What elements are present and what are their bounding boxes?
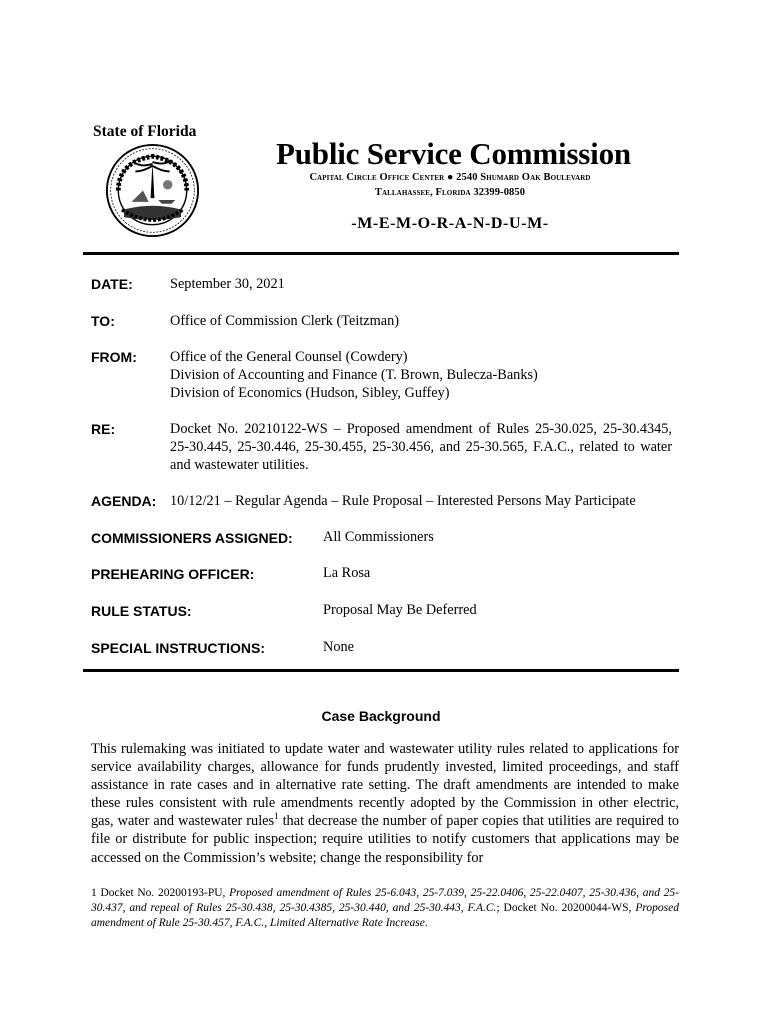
special-instructions-label: SPECIAL INSTRUCTIONS: — [91, 640, 265, 656]
footnote-title-2: Proposed amendment of Rule 25-30.457, F.A.C., Limited Alternative Rate Increase — [91, 902, 679, 929]
page-title: Public Service Commission — [276, 136, 631, 171]
florida-seal-icon — [105, 143, 200, 238]
memorandum-banner: -M-E-M-O-R-A-N-D-U-M- — [351, 215, 549, 232]
re-value: Docket No. 20210122-WS – Proposed amendment of Rules 25-30.025, 25-30.4345, 25-30.445, 25-30.446, 25-30.455, 25-30.456, and 25-30.565, F.A.C., related to water and wastewater utilities. — [170, 421, 672, 473]
date-value: September 30, 2021 — [170, 276, 285, 292]
to-label: TO: — [91, 313, 115, 329]
from-line-1: Office of the General Counsel (Cowdery) — [170, 349, 408, 365]
rule-status-value: Proposal May Be Deferred — [323, 602, 477, 618]
fields-divider — [83, 669, 679, 672]
prehearing-label: PREHEARING OFFICER: — [91, 566, 255, 582]
commissioners-value: All Commissioners — [323, 529, 434, 545]
header-divider — [83, 252, 679, 255]
agenda-value: 10/12/21 – Regular Agenda – Rule Proposal – Interested Persons May Participate — [170, 493, 636, 509]
footnote-number: 1 — [91, 887, 97, 899]
to-value: Office of Commission Clerk (Teitzman) — [170, 313, 400, 329]
footnote-text-c: ; Docket No. 20200044-WS, — [496, 902, 636, 914]
footnote-reference[interactable]: 1 — [274, 811, 279, 822]
footnote-text-e: . — [424, 917, 428, 929]
from-line-3: Division of Economics (Hudson, Sibley, Guffey) — [170, 385, 450, 401]
prehearing-value: La Rosa — [323, 565, 371, 581]
address-line-2: Tallahassee, Florida 32399-0850 — [374, 187, 526, 198]
paragraph-part-1: This rulemaking was initiated to update water and wastewater utility rules related to applications for service availability charges, allowance for funds prudently invested, limited proceedings, and staff assistance in rate cases and in alternative rate setting. The draft amendments are intended to make these rules consistent with rule amendments recently adopted by the Commission in other electric, gas, water and wastewater rules — [91, 741, 679, 830]
commissioners-label: COMMISSIONERS ASSIGNED: — [91, 530, 293, 546]
from-line-2: Division of Accounting and Finance (T. Brown, Bulecza-Banks) — [170, 367, 538, 383]
date-label: DATE: — [91, 276, 133, 292]
section-heading: Case Background — [321, 708, 441, 724]
rule-status-label: RULE STATUS: — [91, 603, 192, 619]
from-label: FROM: — [91, 349, 137, 365]
address-line-1: Capital Circle Office Center ● 2540 Shumard Oak Boulevard — [309, 172, 591, 183]
agenda-label: AGENDA: — [91, 493, 157, 509]
footnote — [91, 886, 679, 931]
special-instructions-value: None — [323, 639, 354, 655]
paragraph-part-2: that decrease the number of paper copies that utilities are required to file or distribute for public inspection; require utilities to notify customers that applications may be accessed on the Commission’s website; change the responsibility for — [91, 813, 679, 866]
footnote-text-a: Docket No. 20200193-PU, — [96, 887, 230, 899]
state-label: State of Florida — [93, 123, 197, 140]
re-label: RE: — [91, 421, 116, 437]
case-background-paragraph — [91, 740, 679, 867]
footnote-title-1: Proposed amendment of Rules 25-6.043, 25-7.039, 25-22.0406, 25-22.0407, 25-30.436, and 25-30.437, and repeal of Rules 25-30.438, 25-30.4385, 25-30.440, and 25-30.443, F.A.C. — [91, 887, 680, 914]
